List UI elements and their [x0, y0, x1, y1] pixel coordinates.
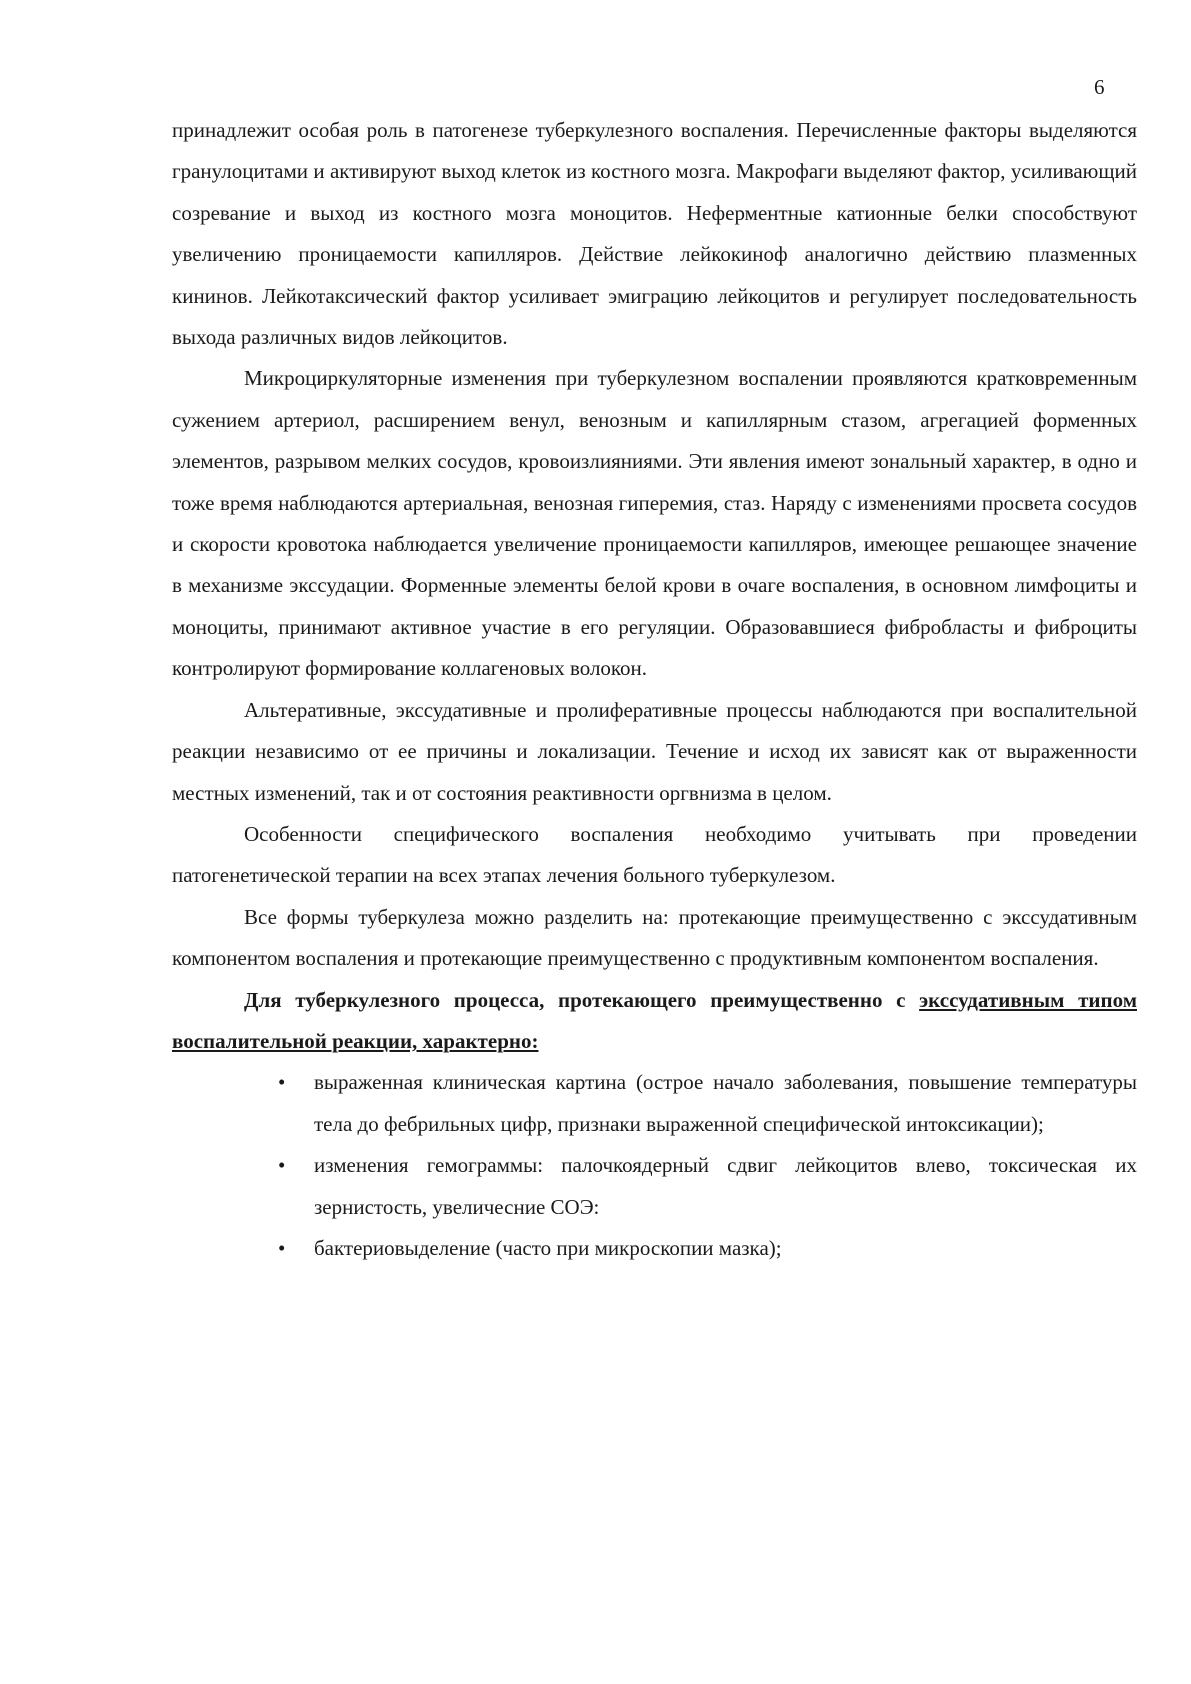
paragraph-1: принадлежит особая роль в патогенезе туберкулезного воспаления. Перечисленные факторы выделяются гранулоцитами и активируют выход клеток из костного мозга. Макрофаги выделяют фактор, усиливающий созревание и выход из костного мозга моноцитов. Неферментные катионные белки способствуют увеличению проницаемости капилляров. Действие лейкокиноф аналогично действию плазменных кининов. Лейкотаксический фактор усиливает эмиграцию лейкоцитов и регулирует последовательность выхода различных видов лейкоцитов.	[172, 118, 1137, 350]
page-number: 6	[1094, 75, 1105, 99]
paragraph-3: Альтеративные, экссудативные и пролиферативные процессы наблюдаются при воспалительной реакции независимо от ее причины и локализации. Течение и исход их зависят как от выраженности местных изменений, так и от состояния реактивности оргвнизма в целом.	[172, 697, 1137, 805]
bullet-icon: •	[278, 1153, 286, 1178]
list-item-text: изменения гемограммы: палочкоядерный сдвиг лейкоцитов влево, токсическая их зернистость, увеличесние СОЭ:	[314, 1153, 1137, 1219]
list-item-text: бактериовыделение (часто при микроскопии мазка);	[314, 1235, 782, 1260]
section-heading	[172, 980, 1137, 1063]
list-item	[278, 1228, 1137, 1269]
body-text	[172, 110, 1137, 1269]
paragraph-4: Особенности специфического воспаления необходимо учитывать при проведении патогенетической терапии на всех этапах лечения больного туберкулезом.	[172, 821, 1137, 888]
bullet-icon: •	[278, 1070, 286, 1095]
list-item	[278, 1062, 1137, 1145]
paragraph-5: Все формы туберкулеза можно разделить на: протекающие преимущественно с экссудативным компонентом воспаления и протекающие преимущественно с продуктивным компонентом воспаления.	[172, 904, 1137, 971]
bullet-icon: •	[278, 1235, 286, 1260]
list-item-text: выраженная клиническая картина (острое начало заболевания, повышение температуры тела до фебрильных цифр, признаки выраженной специфической интоксикации);	[314, 1070, 1137, 1136]
paragraph-2: Микроциркуляторные изменения при туберкулезном воспалении проявляются кратковременным сужением артериол, расширением венул, венозным и капиллярным стазом, агрегацией форменных элементов, разрывом мелких сосудов, кровоизлияниями. Эти явления имеют зональный характер, в одно и тоже время наблюдаются артериальная, венозная гиперемия, стаз. Наряду с изменениями просвета сосудов и скорости кровотока наблюдается увеличение проницаемости капилляров, имеющее решающее значение в механизме экссудации. Форменные элементы белой крови в очаге воспаления, в основном лимфоциты и моноциты, принимают активное участие в его регуляции. Образовавшиеся фибробласты и фиброциты контролируют формирование коллагеновых волокон.	[172, 366, 1137, 681]
heading-underlined: экссудативным типом воспалительной реакции, характерно:	[172, 987, 1137, 1053]
list-item	[278, 1145, 1137, 1228]
heading-plain: Для туберкулезного процесса, протекающего преимущественно с	[244, 987, 920, 1012]
bullet-list	[172, 1062, 1137, 1269]
